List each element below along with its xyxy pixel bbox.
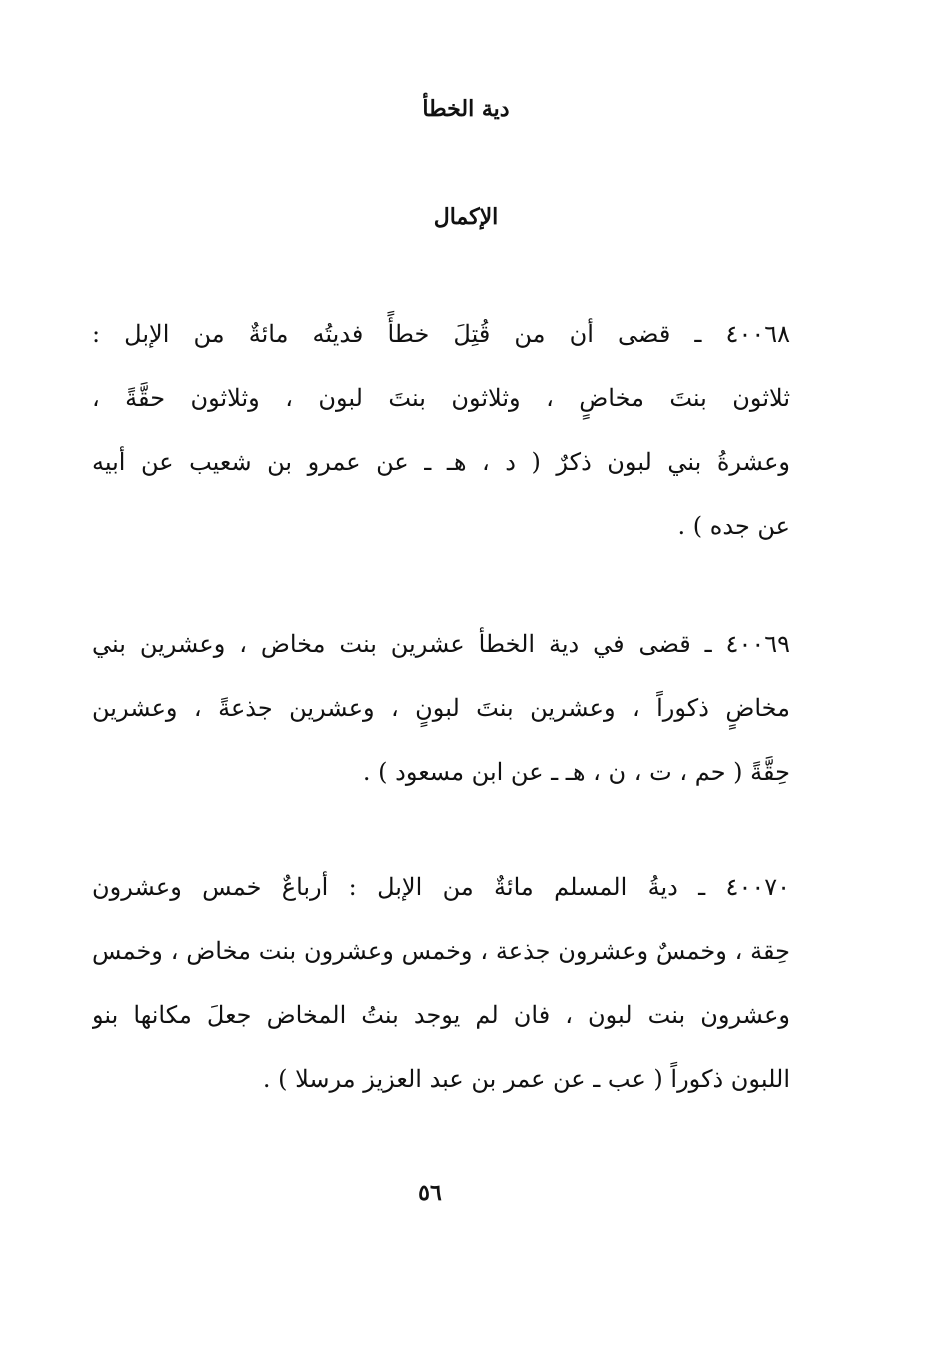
hadith-40068 bbox=[92, 302, 790, 558]
text-line: اللبون ذكوراً ( عب ـ عن عمر بن عبد العزيز مرسلا ) . bbox=[262, 1065, 790, 1093]
text-line: ٤٠٠٦٩ ـ قضى في دية الخطأ عشرين بنت مخاض ، وعشرين بني bbox=[92, 630, 790, 658]
text-line: ٤٠٠٧٠ ـ ديةُ المسلم مائةٌ من الإبل : أرباعٌ خمس وعشرون bbox=[92, 873, 790, 901]
hadith-40069 bbox=[92, 612, 790, 804]
text-line: وعشرون بنت لبون ، فان لم يوجد بنتُ المخاض جعلَ مكانها بنو bbox=[92, 1001, 790, 1029]
text-line: عن جده ) . bbox=[677, 512, 790, 540]
text-line: ثلاثون بنتَ مخاضٍ ، وثلاثون بنتَ لبون ، وثلاثون حقَّةً ، bbox=[92, 384, 790, 412]
text-line: حِقَّةً ( حم ، ت ، ن ، هـ ـ عن ابن مسعود ) . bbox=[362, 758, 790, 786]
book-title: الإكمال bbox=[433, 204, 499, 230]
text-line: وعشرةُ بني لبون ذكرٌ ( د ، هـ ـ عن عمرو بن شعيب عن أبيه bbox=[92, 448, 790, 476]
chapter-title: دية الخطأ bbox=[422, 96, 510, 122]
page-number: ٥٦ bbox=[418, 1180, 442, 1206]
text-line: مخاضٍ ذكوراً ، وعشرين بنتَ لبونٍ ، وعشرين جذعةً ، وعشرين bbox=[92, 694, 790, 722]
text-line: حِقة ، وخمسٌ وعشرون جذعة ، وخمس وعشرون بنت مخاض ، وخمس bbox=[92, 937, 790, 965]
hadith-40070 bbox=[92, 855, 790, 1111]
text-line: ٤٠٠٦٨ ـ قضى أن من قُتِلَ خطأً فديتُه مائةٌ من الإبل : bbox=[92, 320, 790, 348]
